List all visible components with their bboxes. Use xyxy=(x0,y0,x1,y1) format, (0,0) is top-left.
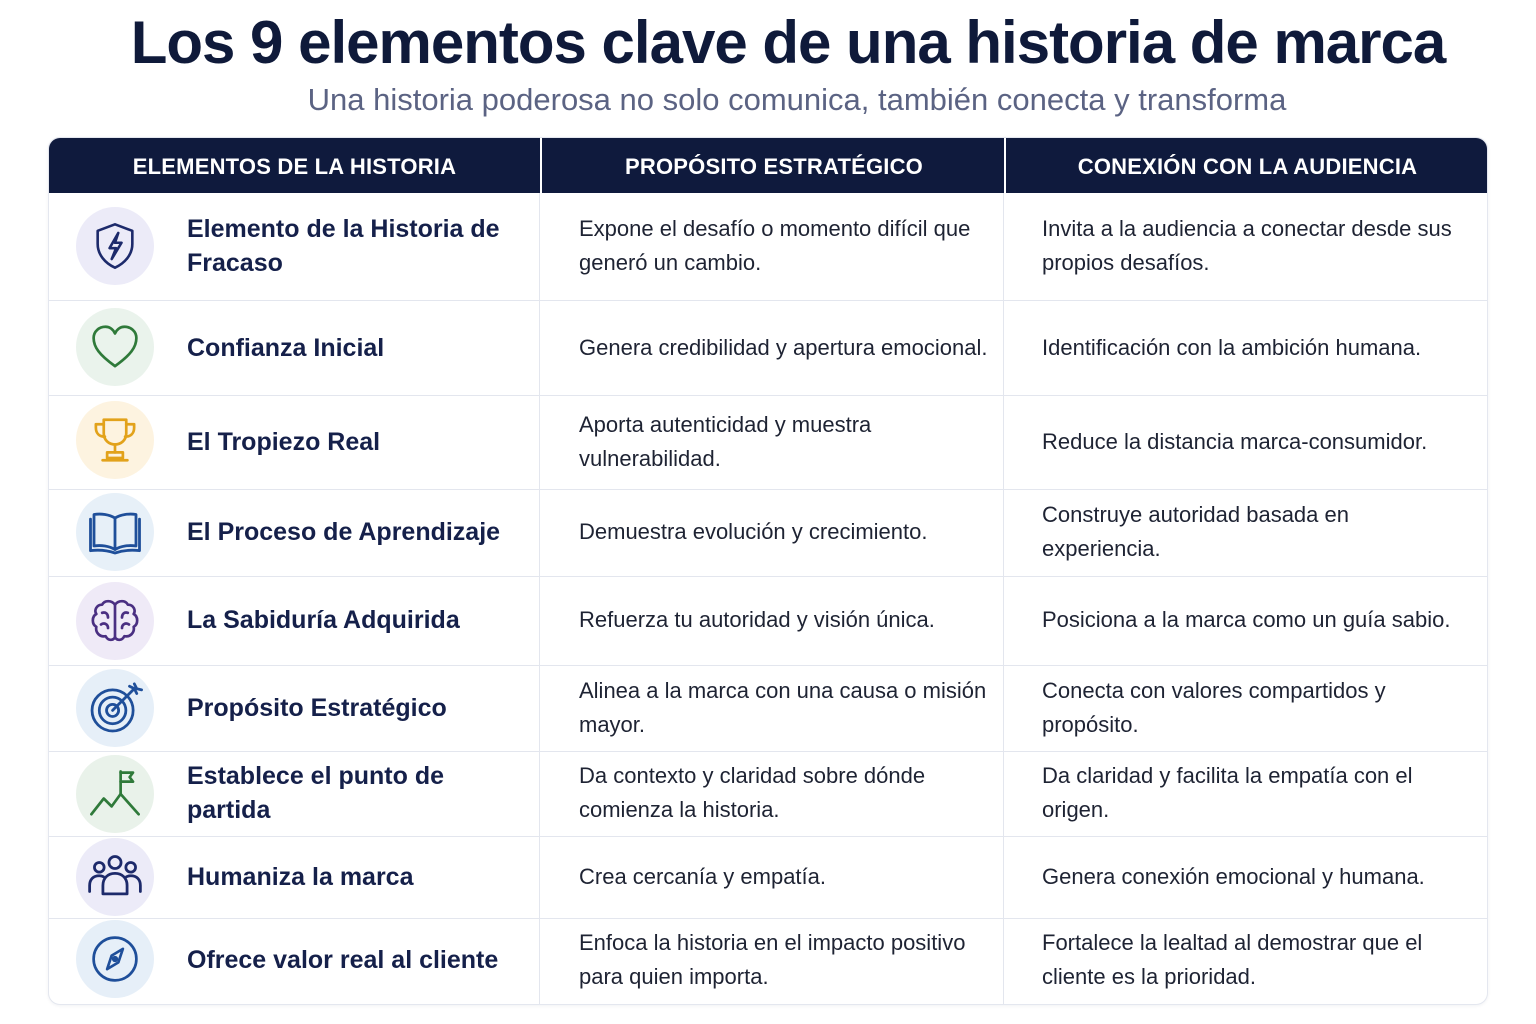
connection-cell: Invita a la audiencia a conectar desde sus propios desafíos. xyxy=(1042,216,1452,275)
purpose-cell: Aporta autenticidad y muestra vulnerabilidad. xyxy=(579,412,872,471)
table-row xyxy=(49,300,1487,396)
table-row xyxy=(49,836,1487,919)
element-name: El Tropiezo Real xyxy=(187,428,381,456)
table-header xyxy=(49,138,1487,193)
purpose-cell: Alinea a la marca con una causa o misión mayor. xyxy=(579,678,987,737)
connection-cell: Fortalece la lealtad al demostrar que el cliente es la prioridad. xyxy=(1042,930,1423,989)
table-row xyxy=(49,489,1487,577)
target-arrow-icon xyxy=(76,669,154,747)
purpose-cell: Enfoca la historia en el impacto positivo para quien importa. xyxy=(579,930,966,989)
element-name: Humaniza la marca xyxy=(187,863,414,891)
purpose-cell: Crea cercanía y empatía. xyxy=(579,864,827,889)
purpose-cell: Expone el desafío o momento difícil que generó un cambio. xyxy=(579,216,971,275)
column-header-elements: ELEMENTOS DE LA HISTORIA xyxy=(132,154,457,179)
element-name: La Sabiduría Adquirida xyxy=(187,606,460,634)
column-header-connection: CONEXIÓN CON LA AUDIENCIA xyxy=(1004,138,1488,193)
connection-cell: Construye autoridad basada en experiencia. xyxy=(1042,502,1349,561)
table-row xyxy=(49,576,1487,666)
element-name: Propósito Estratégico xyxy=(187,694,447,722)
mountain-flag-icon xyxy=(76,755,154,833)
purpose-cell: Refuerza tu autoridad y visión única. xyxy=(579,607,935,632)
connection-cell: Reduce la distancia marca-consumidor. xyxy=(1042,429,1428,454)
connection-cell: Posiciona a la marca como un guía sabio. xyxy=(1042,607,1451,632)
table-row xyxy=(49,395,1487,490)
table-row xyxy=(49,918,1487,1004)
shield-lightning-icon xyxy=(76,207,154,285)
element-name: El Proceso de Aprendizaje xyxy=(187,518,501,546)
element-name: Ofrece valor real al cliente xyxy=(187,946,499,974)
connection-cell: Identificación con la ambición humana. xyxy=(1042,335,1422,360)
element-name: Establece el punto de partida xyxy=(187,762,445,824)
trophy-icon xyxy=(76,401,154,479)
compass-icon xyxy=(76,920,154,998)
connection-cell: Genera conexión emocional y humana. xyxy=(1042,864,1425,889)
connection-cell: Da claridad y facilita la empatía con el origen. xyxy=(1042,763,1413,822)
table-row xyxy=(49,751,1487,837)
purpose-cell: Demuestra evolución y crecimiento. xyxy=(579,519,928,544)
page-title: Los 9 elementos clave de una historia de marca xyxy=(130,9,1446,76)
connection-cell: Conecta con valores compartidos y propósito. xyxy=(1042,678,1386,737)
column-header-purpose: PROPÓSITO ESTRATÉGICO xyxy=(540,138,1006,193)
elements-table xyxy=(48,137,1488,1005)
table-row xyxy=(49,665,1487,752)
table-row xyxy=(49,193,1487,301)
element-name: Elemento de la Historia de Fracaso xyxy=(187,215,500,277)
page-subtitle: Una historia poderosa no solo comunica, también conecta y transforma xyxy=(307,82,1287,117)
brain-icon xyxy=(76,582,154,660)
open-book-icon xyxy=(76,493,154,571)
people-group-icon xyxy=(76,838,154,916)
element-name: Confianza Inicial xyxy=(187,334,385,362)
heart-icon xyxy=(76,308,154,386)
purpose-cell: Da contexto y claridad sobre dónde comienza la historia. xyxy=(579,763,926,822)
purpose-cell: Genera credibilidad y apertura emocional. xyxy=(579,335,988,360)
